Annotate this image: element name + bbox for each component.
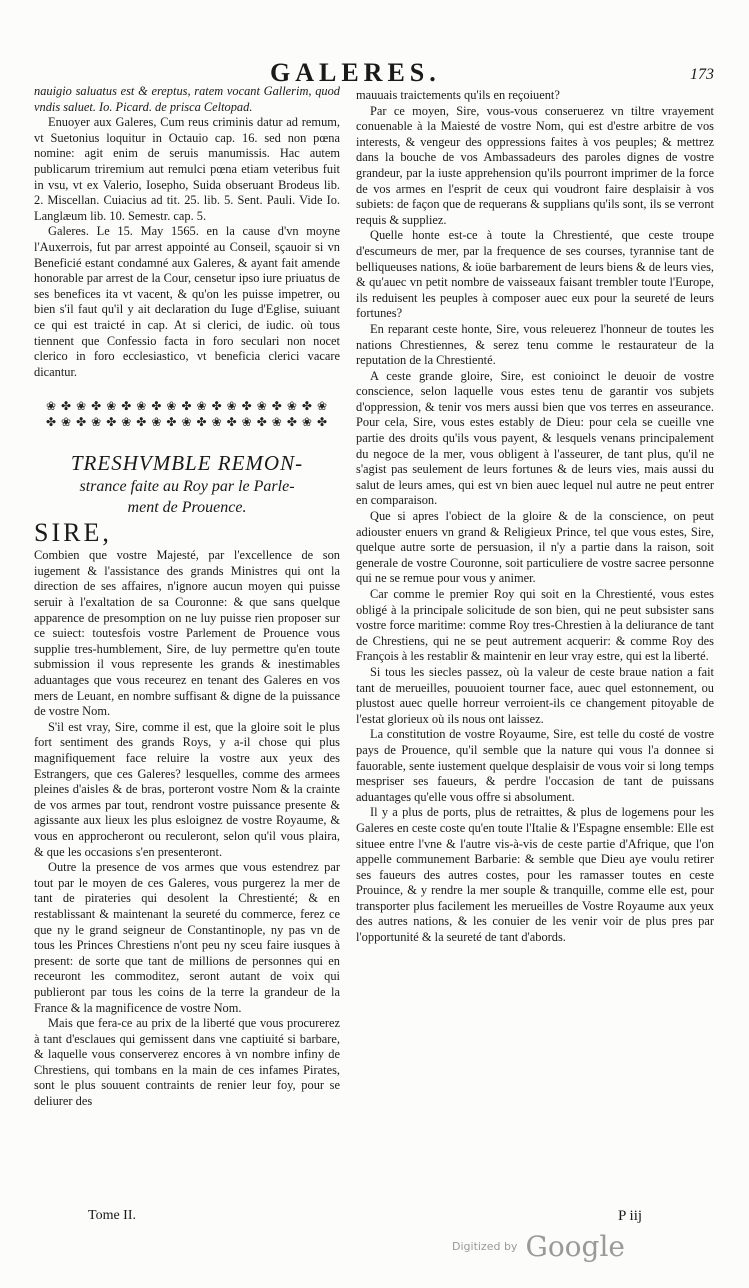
salutation: SIRE,	[34, 518, 112, 548]
right-paragraph-6: Que si apres l'obiect de la gloire & de la conscience, on peut adiouster enuers vn grand & Religieux Prince, tel que vous estes, Sire, quelque autre sorte de persuasion, il n'y a partie dans la raison, soit generale de vostre Couronne, soit particuliere de vostre sacree personne qui ne se remue pour vous y animer.	[356, 509, 714, 586]
right-paragraph-4: En reparant ceste honte, Sire, vous releuerez l'honneur de toutes les nations Chrestiennes, & serez tenu comme le restaurateur de la reputation de la Chrestienté.	[356, 321, 714, 368]
right-paragraph-10: Il y a plus de ports, plus de retraittes, & plus de logemens pour les Galeres en ceste coste qu'en toute l'Italie & l'Espagne ensemble: Elle est situee entre l'vne & l'autre vis-à-vis de ceste partie d'Afrique, que l'on appelle communement Barbarie: & semble que Dieu aye voulu retirer ses faueurs des autres costes, pour les ramasser toutes en ceste Prouince, & y rendre la mer souple & tranquille, comme elle est, pour transporter plus facilement les merueilles de Vostre Royaume aux yeux des autres nations, & les conuier de les venir voir de plus pres par l'opportunité & la seureté de tant d'abords.	[356, 805, 714, 945]
left-column	[34, 84, 340, 1110]
left-paragraph-1: nauigio saluatus est & ereptus, ratem vocant Gallerim, quod vndis saluet. Io. Picard. de prisca Celtopad.	[34, 84, 340, 114]
volume-label: Tome II.	[88, 1208, 137, 1223]
ornament-row-1: ❀ ✤ ❀ ✤ ❀ ✤ ❀ ✤ ❀ ✤ ❀ ✤ ❀ ✤ ❀ ✤ ❀ ✤ ❀	[45, 399, 329, 414]
section-subtitle-line-2: ment de Prouence.	[127, 499, 247, 517]
section-subtitle-line-1: strance faite au Roy par le Parle-	[79, 478, 295, 496]
ornamental-border	[34, 398, 340, 434]
left-paragraph-6: Outre la presence de vos armes que vous estendrez par tout par le moyen de ces Galeres, vous purgerez la mer de tant de pirateries qui desolent la Chrestienté; & en restablissant & maintenant la seureté du commerce, ferez ce que ny le grand seigneur de Constantinople, ny pas vn de tous les Princes Chrestiens n'ont peu ny sceu faire iusques à present: de sorte que tant de millions de personnes qui en receuront les commoditez, seront autant de voix qui publieront par tous les coins de la terre la grandeur de la France & la magnificence de vostre Nom.	[34, 860, 340, 1015]
digitization-watermark	[452, 1230, 625, 1263]
watermark-prefix: Digitized by	[452, 1240, 518, 1253]
left-paragraph-2: Enuoyer aux Galeres, Cum reus criminis datur ad remum, vt Suetonius loquitur in Octauio cap. 16. sed non pœna nomine: agit enim de seruis manumissis. Hac autem publicarum triremium aut remulci pœna etiam veteribus fuit in vsu, vt ex Valerio, Iosepho, Suida obseruant Brodeus lib. 2. Miscellan. Cuiacius ad tit. 25. lib. 5. Sent. Pauli. Vide Io. Langlæum lib. 10. Semestr. cap. 5.	[34, 115, 340, 223]
running-title: GALERES.	[270, 58, 441, 87]
right-paragraph-7: Car comme le premier Roy qui soit en la Chrestienté, vous estes obligé à la principale solicitude de son bien, qui ne peut subsister sans vostre force maritime: comme Roy tres-Chrestien à la deliurance de tant de Chrestiens, qui ne se peut autrement acquerir: & comme Roy des François à les restablir & maintenir en leur vray estre, qui est la liberté.	[356, 587, 714, 664]
ornament-row-2: ✤ ❀ ✤ ❀ ✤ ❀ ✤ ❀ ✤ ❀ ✤ ❀ ✤ ❀ ✤ ❀ ✤ ❀ ✤	[45, 415, 329, 430]
section-title: TRESHVMBLE REMON-	[70, 451, 304, 476]
right-paragraph-2: Par ce moyen, Sire, vous-vous conseruerez vn tiltre vrayement conuenable à la Maiesté de vostre Nom, qui est d'estre arbitre de vos interests, & vengeur des oppressions faites à vos peuples; & mettrez dans la bouche de vos Ambassadeurs des paroles dignes de vostre grandeur, par la iuste apprehension qu'ils pourront imprimer de la force de vos armes en l'esprit de ceux qui voudront faire desplaisir à vos subiets: de façon que de requerans & supplians qu'ils sont, ils se verront requis & suppliez.	[356, 103, 714, 227]
left-paragraph-4: Combien que vostre Majesté, par l'excellence de son iugement & l'assistance des grands Ministres qui ont la direction de ses affaires, n'ignore aucun moyen qui puisse seruir à l'exaltation de sa Couronne: & que sans quelque apparence de presomption on ne luy puisse rien proposer sur ce suiect: toutesfois vostre Parlement de Prouence vous supplie tres-humblement, Sire, de luy permettre qu'en toute submission il vous represente les grands & inestimables aduantages que vous receurez en tenant des Galeres en vos mers de Leuant, en nombre suffisant & digne de la puissance de vostre Nom.	[34, 548, 340, 719]
right-paragraph-1: mauuais traictements qu'ils en reçoiuent?	[356, 88, 560, 102]
left-paragraph-3: Galeres. Le 15. May 1565. en la cause d'vn moyne l'Auxerrois, fut par arrest appointé au Conseil, sçauoir si vn Beneficié estant condamné aux Galeres, & ayant fait amende honorable par arrest de la Cour, censetur ipso iure priuatus de ses benefices ita vt vacent, & qu'on les puisse impetrer, ou bien s'il faut qu'il y ait declaration du Iuge d'Eglise, suiuant ce qui est traicté in cap. At si clerici, de iudic. où tous tiennent que Confessio facta in foro seculari non nocet clerico in foro ecclesiastico, vt beneficia clerici vacare dicantur.	[34, 224, 340, 379]
right-column	[356, 88, 714, 946]
google-logo: Google	[525, 1230, 625, 1263]
right-paragraph-5: A ceste grande gloire, Sire, est conioinct le deuoir de vostre conscience, selon laquelle vous estes tenu de garantir vos subjets d'oppression, & tenir vos mers aussi bien que vos terres en asseurance. Pour cela, Sire, vous estes estably de Dieu: pour cela se cueille vne partie des droits qu'ils vous payent, & lesquels venans principalement du negoce de la mer, vous obligent à l'asseurer, de tant plus, qu'il ne s'agist pas seulement de leurs fortunes & de leurs vies, mais aussi du salut de leurs ames, qui est vn bien auec lequel nul autre ne peut entrer en comparaison.	[356, 368, 714, 508]
left-paragraph-5: S'il est vray, Sire, comme il est, que la gloire soit le plus fort sentiment des grands Roys, y a-il chose qui plus magnifiquement face reluire la vostre aux yeux des Estrangers, que ces Galeres? lesquelles, comme des armees pleines d'aisles & de bras, porteront vostre Nom & la crainte de vos armes par tout, rendront vostre puissance presente & agissante aux lieux les plus esloignez de vostre Royaume, & vous en approcheront ou reculeront, selon qu'il vous plaira, & que les occasions s'en presenteront.	[34, 719, 340, 859]
signature-mark: P iij	[618, 1208, 643, 1224]
right-paragraph-3: Quelle honte est-ce à toute la Chrestienté, que ceste troupe d'escumeurs de mer, par la frequence de ses courses, tyrannise tant de belliqueuses nations, & ioüe barbarement de leurs biens & de leurs vies, & qu'auec vn petit nombre de vaisseaux faisant trembler toute l'Europe, ils reduisent les peuples à composer auec eux pour la seureté de leurs fortunes?	[356, 228, 714, 321]
left-paragraph-7: Mais que fera-ce au prix de la liberté que vous procurerez à tant d'esclaues qui gemissent dans vne captiuité si barbare, & laquelle vous conserverez encores à vn nombre infiny de Chrestiens, qui tombans en la main de ces infames Pirates, sont le plus souuent contraints de renier leur foy, pour se deliurer des	[34, 1016, 340, 1109]
right-paragraph-9: La constitution de vostre Royaume, Sire, est telle du costé de vostre pays de Prouence, qu'il semble que la nature qui vous l'a donnee si fauorable, sente iustement quelque desplaisir de vous voir si long temps mespriser ses faueurs, & perdre l'occasion de tant de puissans aduantages qu'elle vous offre si absolument.	[356, 727, 714, 804]
page-number: 173	[690, 66, 714, 83]
right-paragraph-8: Si tous les siecles passez, où la valeur de ceste braue nation a fait tant de merueilles, pouuoient tourner face, auec quel estonnement, ou plustost auec quelle horreur verroient-ils ce changement pitoyable de l'estat glorieux où ils nous ont laissez.	[356, 664, 714, 726]
